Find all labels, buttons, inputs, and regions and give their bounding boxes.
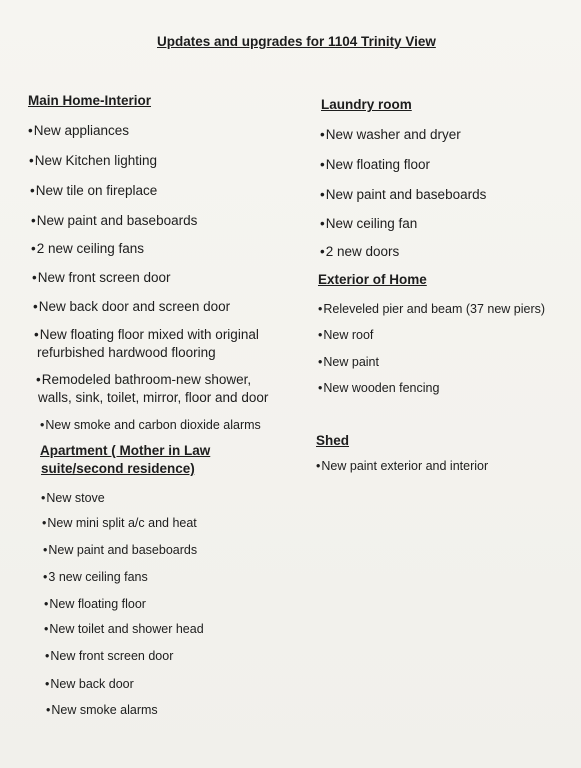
list-item-text: New back door	[50, 677, 134, 691]
bullet-glyph: •	[44, 622, 49, 636]
bullet-glyph: •	[32, 270, 37, 285]
bullet-glyph: •	[318, 328, 323, 342]
bullet-glyph: •	[43, 570, 48, 584]
heading-apartment-line2: suite/second residence)	[41, 461, 195, 476]
list-item	[318, 353, 379, 371]
list-item-text: New paint and baseboards	[48, 543, 198, 557]
list-item-text: New stove	[46, 491, 105, 505]
list-item-text: New paint and baseboards	[36, 213, 198, 228]
list-item	[320, 243, 399, 261]
list-item	[320, 156, 430, 174]
bullet-glyph: •	[318, 381, 323, 395]
list-item	[318, 379, 439, 397]
list-item-text: New back door and screen door	[38, 299, 231, 314]
list-item	[42, 514, 197, 532]
list-item	[318, 326, 373, 344]
list-item-text: New Kitchen lighting	[34, 153, 158, 168]
list-item-text: New appliances	[33, 123, 130, 138]
bullet-glyph: •	[41, 491, 46, 505]
list-item-text: New paint exterior and interior	[321, 459, 489, 473]
document-title: Updates and upgrades for 1104 Trinity View	[157, 34, 436, 49]
bullet-glyph: •	[320, 244, 325, 259]
bullet-glyph: •	[36, 372, 41, 387]
list-item	[36, 371, 251, 389]
list-item	[46, 701, 158, 719]
bullet-glyph: •	[33, 299, 38, 314]
list-item	[33, 298, 230, 316]
list-item-text: 2 new doors	[325, 244, 400, 259]
list-item-text: New front screen door	[37, 270, 171, 285]
bullet-glyph: •	[320, 216, 325, 231]
list-item	[40, 416, 261, 434]
bullet-glyph: •	[30, 183, 35, 198]
list-item	[45, 675, 134, 693]
list-item	[316, 457, 488, 475]
list-item	[43, 568, 148, 586]
list-item	[34, 326, 259, 344]
bullet-glyph: •	[46, 703, 51, 717]
bullet-glyph: •	[31, 213, 36, 228]
list-item-text: New toilet and shower head	[49, 622, 204, 636]
bullet-glyph: •	[45, 677, 50, 691]
list-item	[31, 212, 197, 230]
list-item-text: New wooden fencing	[323, 381, 440, 395]
list-item	[44, 595, 146, 613]
list-item-text: New tile on fireplace	[35, 183, 158, 198]
list-item-text: New floating floor mixed with original	[39, 327, 259, 342]
list-item	[32, 269, 171, 287]
heading-main-home: Main Home-Interior	[28, 93, 152, 108]
list-item-text: New smoke alarms	[51, 703, 158, 717]
bullet-glyph: •	[44, 597, 49, 611]
list-item	[320, 215, 417, 233]
heading-shed: Shed	[316, 433, 350, 448]
bullet-glyph: •	[29, 153, 34, 168]
heading-exterior: Exterior of Home	[318, 272, 427, 287]
list-item-text: Remodeled bathroom-new shower,	[41, 372, 252, 387]
list-item-text: Releveled pier and beam (37 new piers)	[323, 302, 546, 316]
bullet-glyph: •	[318, 302, 323, 316]
bullet-glyph: •	[316, 459, 321, 473]
list-item-text: New floating floor	[49, 597, 146, 611]
list-item-text: New mini split a/c and heat	[47, 516, 197, 530]
list-item	[41, 489, 105, 507]
bullet-glyph: •	[45, 649, 50, 663]
bullet-glyph: •	[28, 123, 33, 138]
list-item	[318, 300, 545, 318]
bullet-glyph: •	[320, 187, 325, 202]
list-item-text: New roof	[323, 328, 374, 342]
list-item-text: New ceiling fan	[325, 216, 418, 231]
heading-apartment-line1: Apartment ( Mother in Law	[40, 443, 211, 458]
list-item-text: New paint and baseboards	[325, 187, 487, 202]
list-item-text: 2 new ceiling fans	[36, 241, 145, 256]
list-item	[320, 126, 461, 144]
bullet-glyph: •	[43, 543, 48, 557]
bullet-glyph: •	[42, 516, 47, 530]
bullet-glyph: •	[34, 327, 39, 342]
list-item	[28, 122, 129, 140]
list-item-text: New washer and dryer	[325, 127, 461, 142]
list-item	[44, 620, 204, 638]
bullet-glyph: •	[31, 241, 36, 256]
list-item-text: New smoke and carbon dioxide alarms	[45, 418, 261, 432]
heading-laundry: Laundry room	[321, 97, 412, 112]
bullet-glyph: •	[318, 355, 323, 369]
list-item	[31, 240, 144, 258]
list-item-text: New paint	[323, 355, 379, 369]
list-item-continuation: walls, sink, toilet, mirror, floor and door	[38, 390, 269, 405]
list-item	[45, 647, 173, 665]
list-item-text: New floating floor	[325, 157, 431, 172]
bullet-glyph: •	[320, 157, 325, 172]
bullet-glyph: •	[40, 418, 45, 432]
list-item-continuation: refurbished hardwood flooring	[37, 345, 216, 360]
list-item-text: New front screen door	[50, 649, 174, 663]
list-item	[320, 186, 486, 204]
list-item	[43, 541, 197, 559]
list-item	[30, 182, 157, 200]
list-item	[29, 152, 157, 170]
bullet-glyph: •	[320, 127, 325, 142]
list-item-text: 3 new ceiling fans	[48, 570, 148, 584]
